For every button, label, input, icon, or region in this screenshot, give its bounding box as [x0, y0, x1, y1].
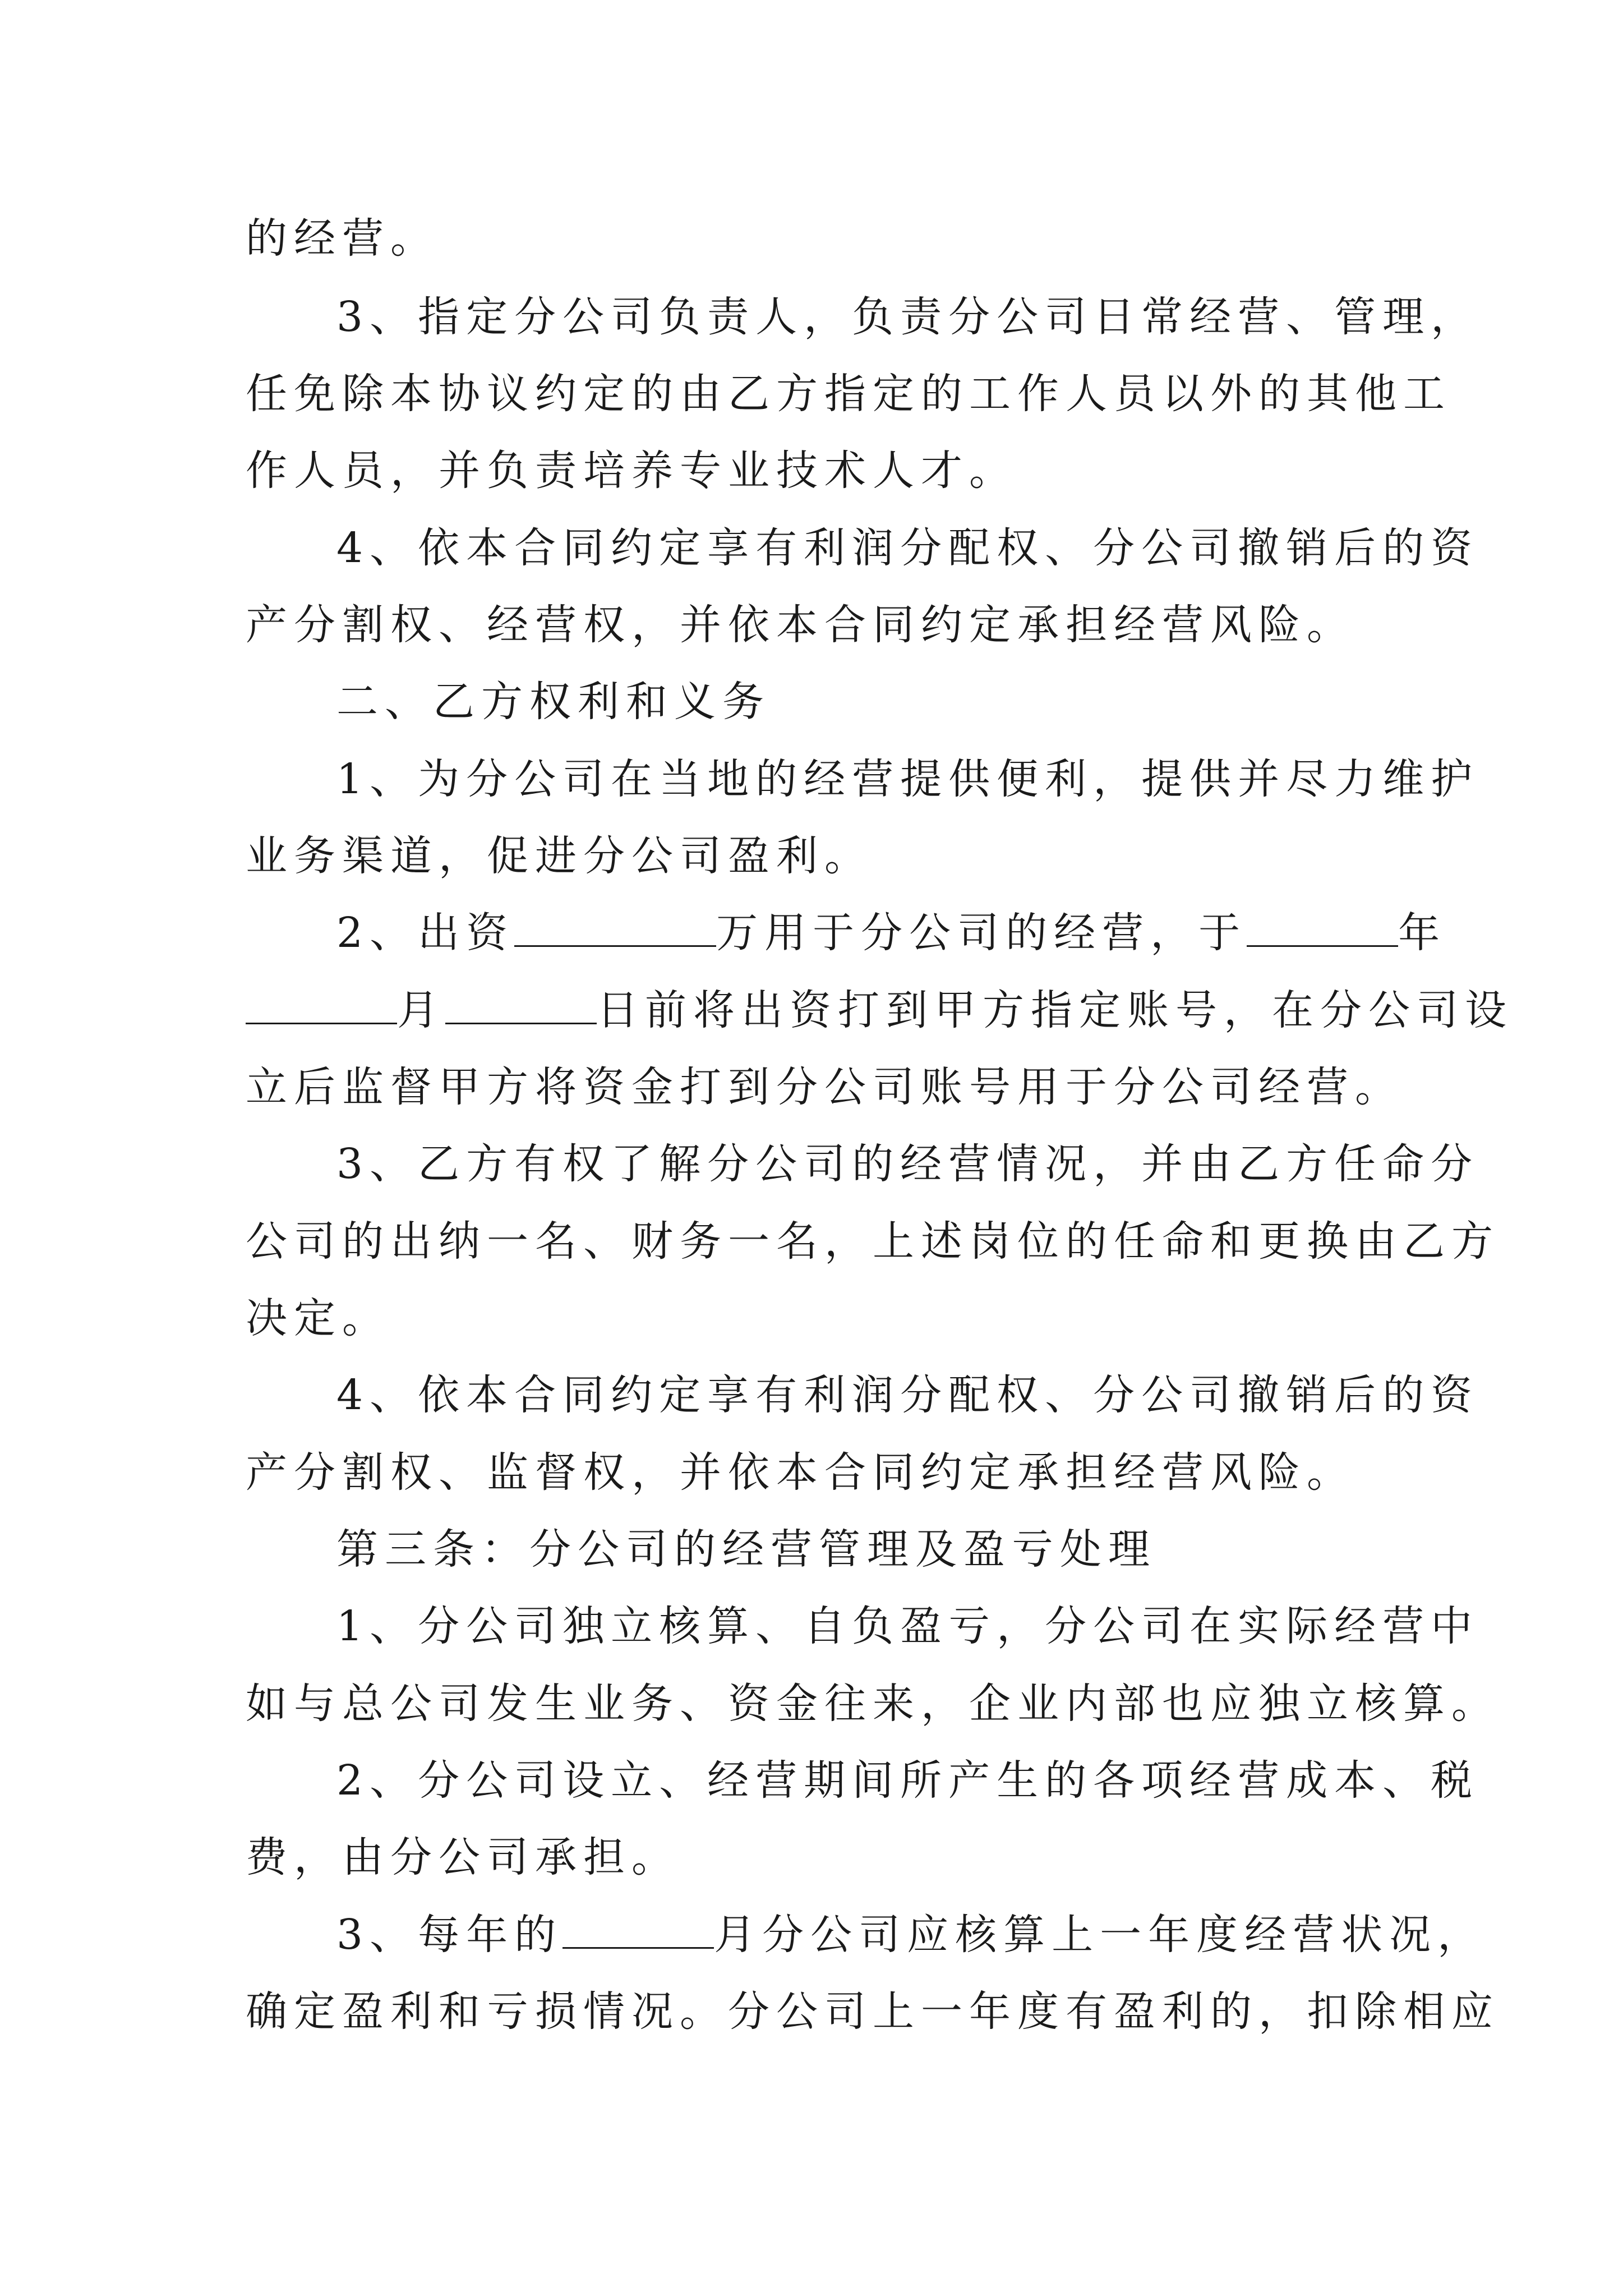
fill-text: 3、每年的 — [336, 1911, 563, 1959]
text-line: 产分割权、经营权，并依本合同约定承担经营风险。 — [246, 601, 1355, 649]
text-line: 决定。 — [246, 1294, 390, 1342]
text-line: 任免除本协议约定的由乙方指定的工作人员以外的其他工 — [246, 370, 1451, 418]
text-line: 1、分公司独立核算、自负盈亏，分公司在实际经营中 — [336, 1602, 1479, 1650]
text-line: 费，由分公司承担。 — [246, 1833, 680, 1881]
text-line: 作人员，并负责培养专业技术人才。 — [246, 447, 1017, 495]
text-line: 产分割权、监督权，并依本合同约定承担经营风险。 — [246, 1448, 1355, 1497]
blank-field — [514, 906, 716, 947]
text-line: 业务渠道，促进分公司盈利。 — [246, 832, 873, 880]
fill-in-line — [336, 1907, 1486, 1963]
text-line: 2、分公司设立、经营期间所产生的各项经营成本、税 — [336, 1756, 1479, 1805]
fill-text: 2、出资 — [336, 909, 515, 957]
text-line: 确定盈利和亏损情况。分公司上一年度有盈利的，扣除相应 — [246, 1987, 1500, 2036]
text-line: 3、指定分公司负责人，负责分公司日常经营、管理， — [336, 293, 1479, 341]
section-heading: 第三条：分公司的经营管理及盈亏处理 — [336, 1525, 1156, 1573]
text-line: 公司的出纳一名、财务一名，上述岗位的任命和更换由乙方 — [246, 1217, 1500, 1266]
text-line: 4、依本合同约定享有利润分配权、分公司撤销后的资 — [336, 1371, 1479, 1419]
fill-in-line — [336, 905, 1447, 961]
blank-field — [562, 1908, 714, 1949]
text-line: 3、乙方有权了解分公司的经营情况，并由乙方任命分 — [336, 1140, 1479, 1188]
blank-field — [246, 983, 397, 1024]
text-line: 4、依本合同约定享有利润分配权、分公司撤销后的资 — [336, 524, 1479, 572]
text-line: 1、为分公司在当地的经营提供便利，提供并尽力维护 — [336, 755, 1479, 803]
fill-in-line — [246, 982, 1513, 1038]
blank-field — [1247, 906, 1398, 947]
fill-text: 月分公司应核算上一年度经营状况， — [714, 1911, 1486, 1959]
text-line: 立后监督甲方将资金打到分公司账号用于分公司经营。 — [246, 1063, 1403, 1111]
fill-text: 月 — [397, 986, 445, 1034]
blank-field — [445, 983, 597, 1024]
section-heading: 二、乙方权利和义务 — [336, 678, 771, 726]
fill-text: 日前将出资打到甲方指定账号，在分公司设 — [597, 986, 1513, 1034]
text-line: 如与总公司发生业务、资金往来，企业内部也应独立核算。 — [246, 1680, 1500, 1728]
fill-text: 万用于分公司的经营，于 — [716, 909, 1247, 957]
fill-text: 年 — [1398, 909, 1447, 957]
text-line: 的经营。 — [246, 214, 439, 263]
